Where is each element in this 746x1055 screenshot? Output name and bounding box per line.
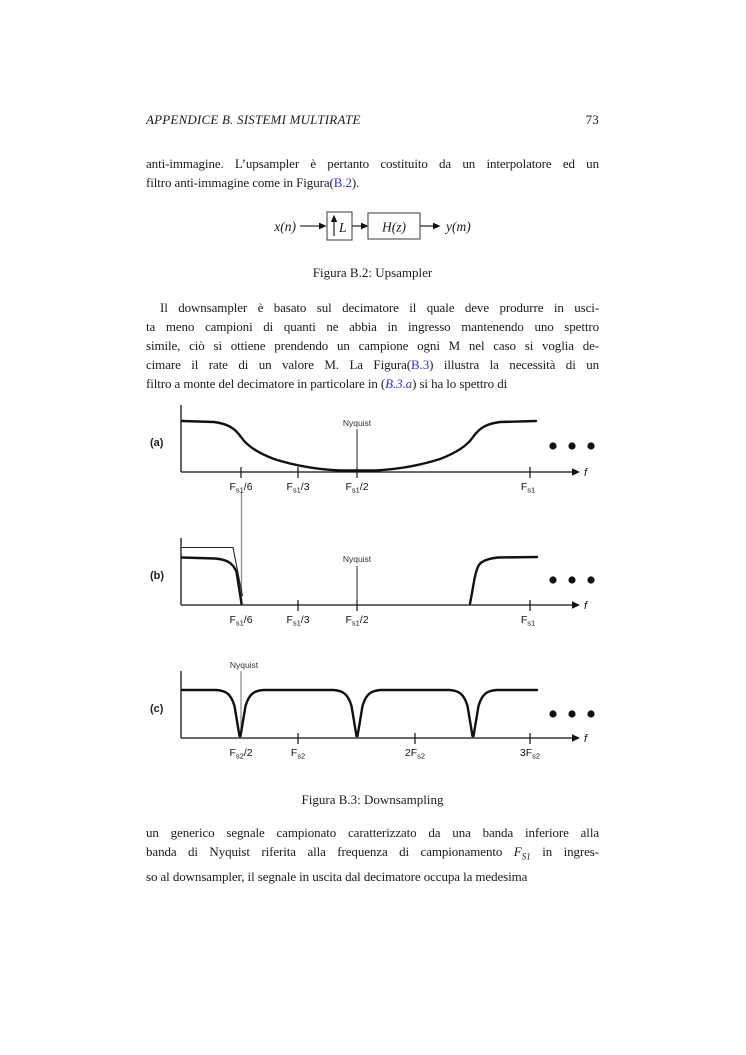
text-line: filtro a monte del decimatore in particolare in (B.3.a) si ha lo spettro di — [146, 376, 508, 391]
filter-outline — [182, 548, 243, 597]
continuation-dots — [549, 710, 594, 717]
nyquist-label: Nyquist — [229, 660, 259, 670]
arrowhead-icon — [319, 223, 327, 230]
nyquist-label: Nyquist — [342, 554, 372, 564]
text-line: filtro anti-immagine come in Figura(B.2). — [146, 175, 360, 190]
tick-label: $F_{s1}$ — [520, 614, 536, 628]
tick-label: $3F_{s2}$ — [519, 747, 541, 761]
tick-label: $F_{s1}/6$ — [229, 614, 253, 628]
tick-label: $F_{s1}/3$ — [286, 614, 310, 628]
tick-label: $F_{s1}/3$ — [286, 481, 310, 495]
text-line: un generico segnale campionato caratterizzato da una banda inferiore alla — [146, 825, 599, 840]
page-header — [146, 112, 599, 128]
paragraph-3 — [146, 823, 599, 886]
figure-ref-link-b2[interactable]: B.2 — [333, 175, 352, 190]
nyquist-label: Nyquist — [342, 418, 372, 428]
axis-arrowhead-icon — [572, 734, 580, 742]
tick-label: $F_{s1}/2$ — [345, 614, 369, 628]
arrowhead-icon — [433, 223, 441, 230]
figure-b2-diagram — [250, 203, 500, 251]
text-line: Il downsampler è basato sul decimatore il quale deve produrre in usci- — [160, 300, 599, 315]
panel-b — [150, 538, 595, 628]
panel-c — [150, 660, 595, 761]
paragraph-1 — [146, 154, 599, 192]
figure-ref-link-b3a[interactable]: B.3.a — [385, 376, 413, 391]
diagram-input-signal: x(n) — [274, 219, 296, 234]
page-number: 73 — [585, 112, 599, 127]
text-line: so al downsampler, il segnale in uscita dal decimatore occupa la medesima — [146, 868, 528, 884]
panel-c-axis-label: f — [584, 733, 588, 745]
tick-label: $F_{s1}/6$ — [229, 481, 253, 495]
diagram-output-signal: y(m) — [446, 219, 471, 234]
text-line: ta meno campioni di quanti ne abbia in ingresso mantenendo uno spettro — [146, 319, 599, 334]
running-title: APPENDICE B. SISTEMI MULTIRATE — [146, 112, 361, 127]
text-line: simile, ciò si ottiene prendendo un campione ogni M nel caso si voglia de- — [146, 338, 599, 353]
panel-a-label: (a) — [150, 437, 164, 449]
figure-b3-plots — [140, 398, 610, 770]
axis-arrowhead-icon — [572, 468, 580, 476]
panel-b-label: (b) — [150, 570, 165, 582]
continuation-dots — [549, 576, 594, 583]
tick-label: $2F_{s2}$ — [404, 747, 426, 761]
tick-label: $F_{s2}/2$ — [229, 747, 253, 761]
figure-b3-caption: Figura B.3: Downsampling — [301, 792, 444, 807]
upsample-arrow-icon — [331, 215, 337, 236]
upsample-factor: L — [339, 220, 347, 235]
filter-transfer-function: H(z) — [382, 219, 406, 235]
arrowhead-icon — [361, 223, 369, 230]
tick-label: $F_{s2}$ — [290, 747, 306, 761]
figure-ref-link-b3[interactable]: B.3 — [411, 357, 430, 372]
tick-label: $F_{s1}/2$ — [345, 481, 369, 495]
text-line: cimare il rate di un valore M. La Figura(B.3) illustra la necessità di un — [146, 357, 599, 372]
spectrum-curve-a — [182, 421, 536, 471]
text-line: anti-immagine. L’upsampler è pertanto costituito da un interpolatore ed un — [146, 156, 599, 171]
math-fs1: F — [513, 844, 522, 859]
spectrum-curve-c — [182, 690, 537, 736]
panel-a — [150, 405, 595, 495]
tick-label: $F_{s1}$ — [520, 481, 536, 495]
figure-b2-caption: Figura B.2: Upsampler — [312, 265, 433, 280]
axis-arrowhead-icon — [572, 601, 580, 609]
paragraph-2 — [146, 298, 599, 393]
panel-a-axis-label: f — [584, 467, 588, 479]
text-line: banda di Nyquist riferita alla frequenza di campionamento $F_{S1}$ in ingres- — [146, 844, 599, 862]
panel-b-axis-label: f — [584, 600, 588, 612]
panel-c-label: (c) — [150, 703, 164, 715]
continuation-dots — [549, 442, 594, 449]
